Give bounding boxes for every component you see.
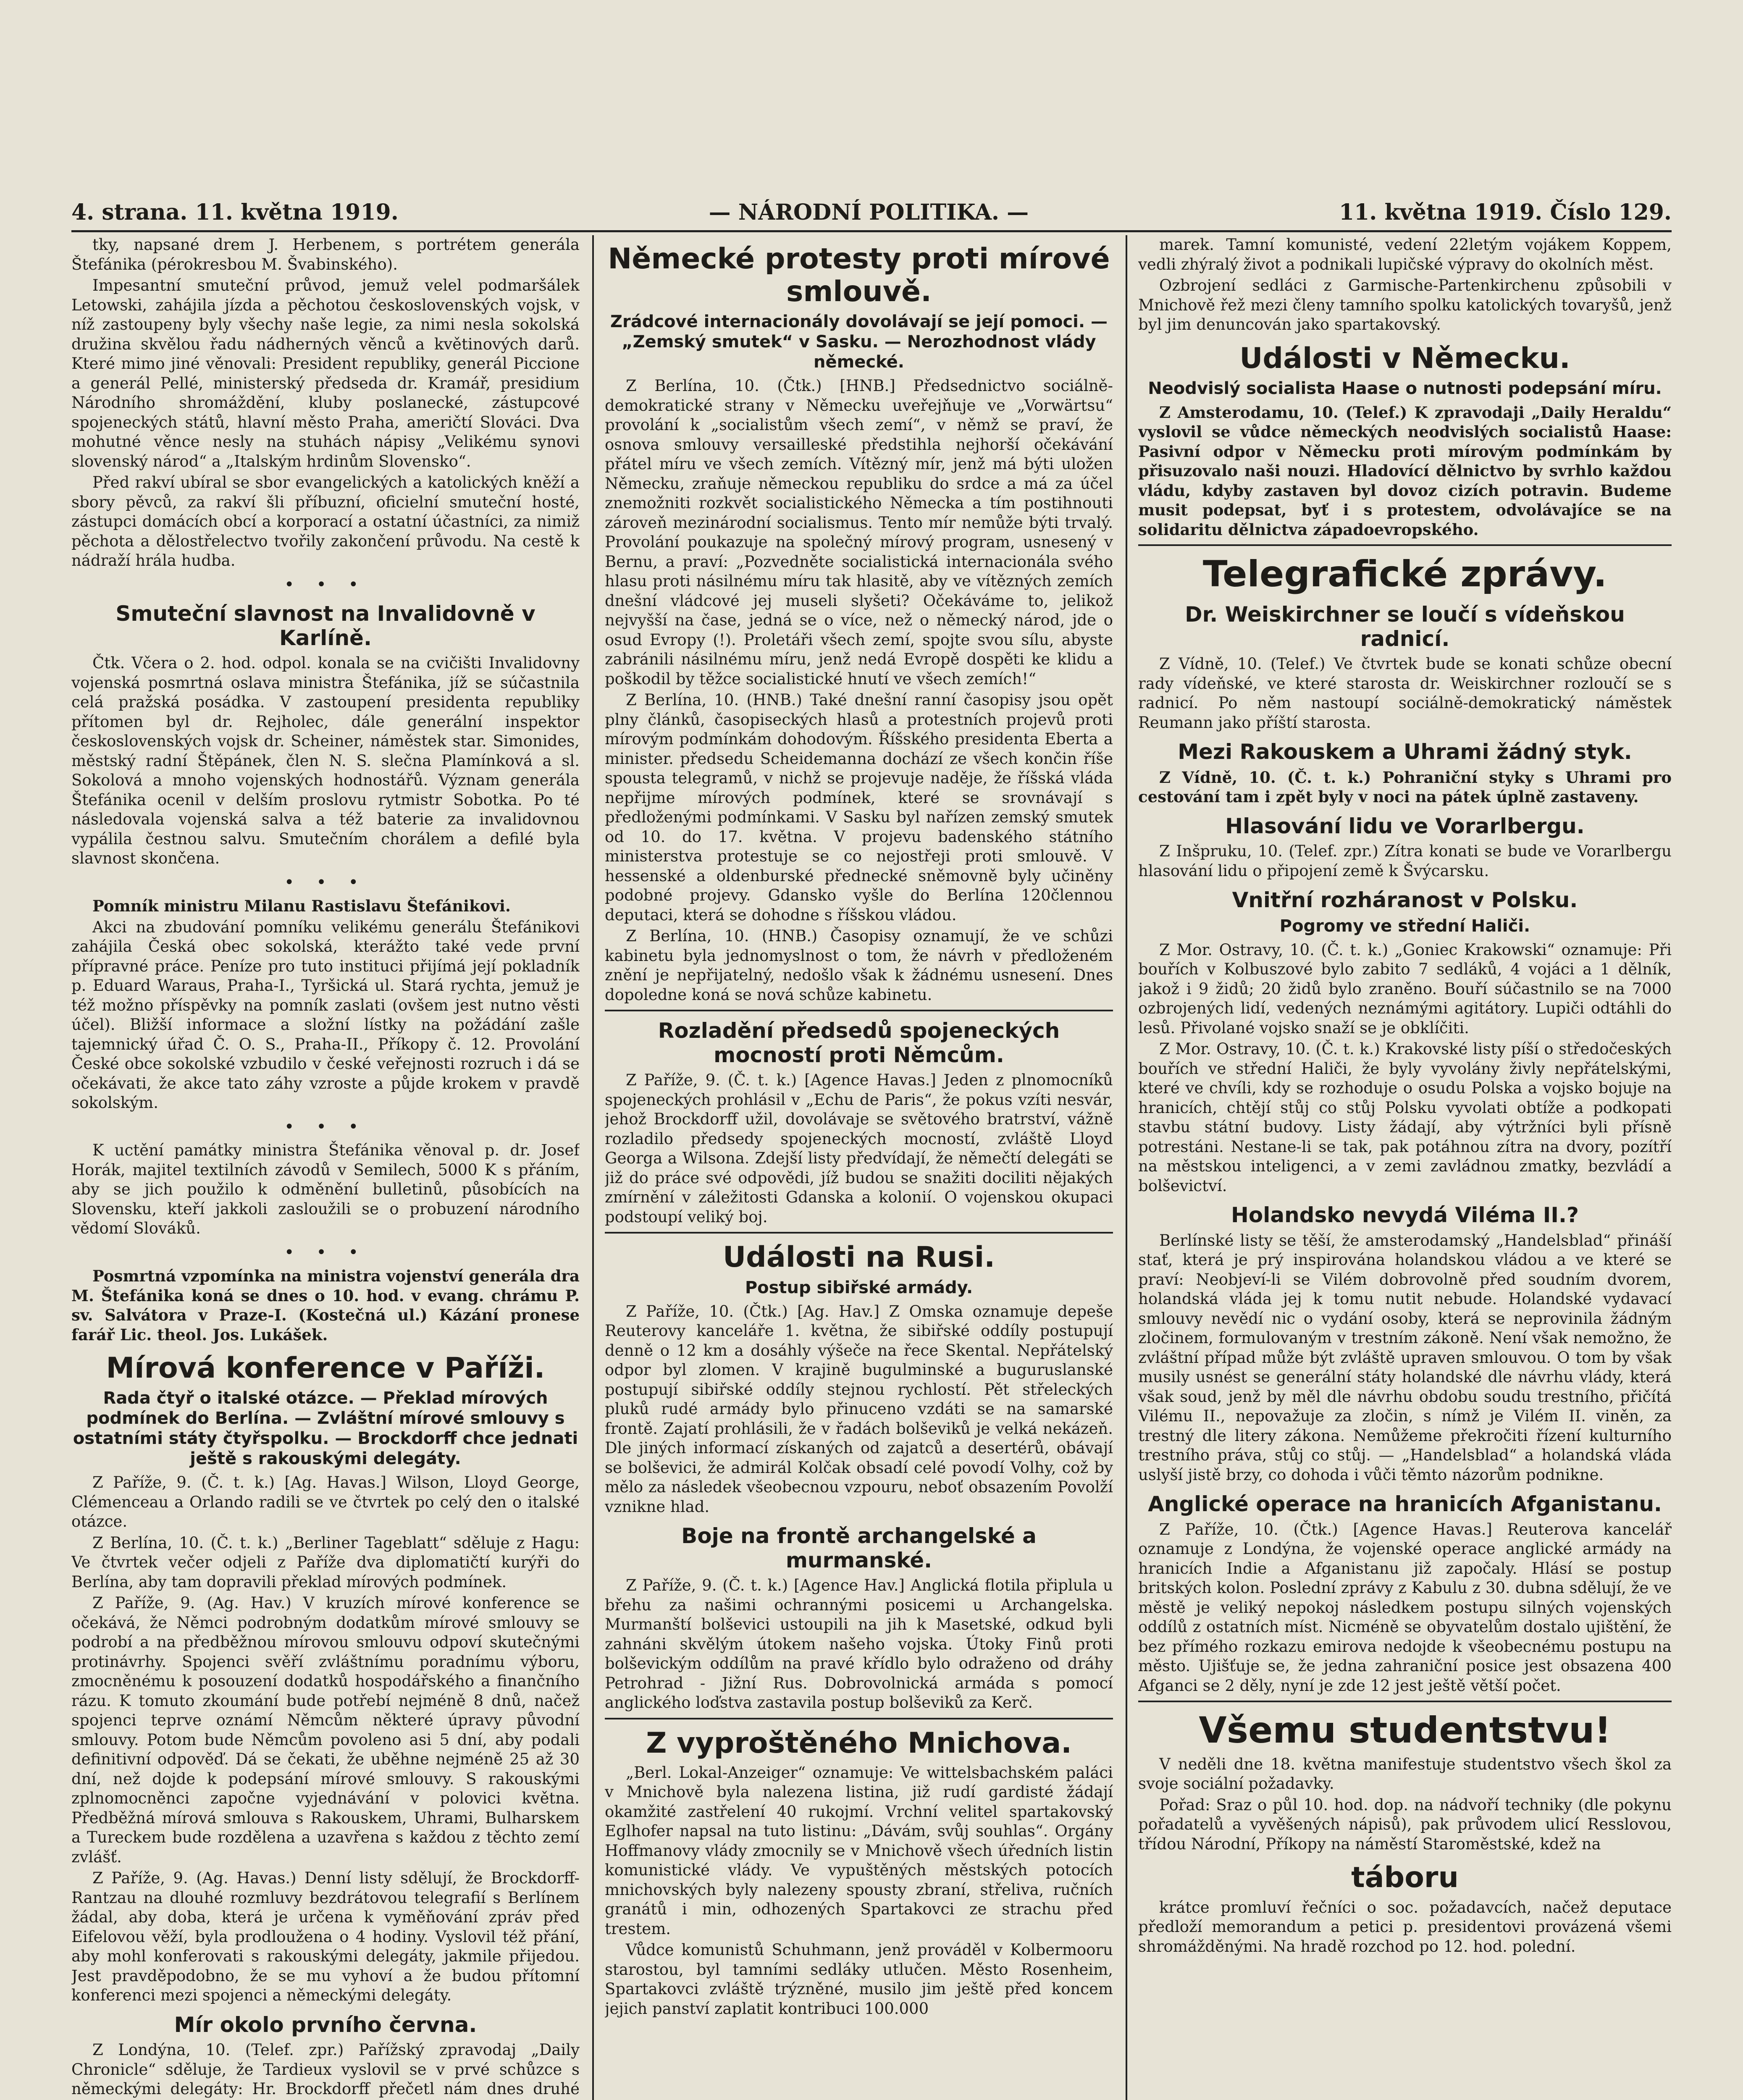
article-paragraph-bold: Pomník ministru Milanu Rastislavu Štefánikovi. — [92, 897, 511, 915]
article-subheadline: Postup sibiřské armády. — [745, 1278, 973, 1297]
section-separator: • • • — [284, 1242, 367, 1262]
article-paragraph: Z Paříže, 10. (Čtk.) [Ag. Hav.] Z Omska oznamuje depeše Reuterovy kanceláře 1. května, že sibiřské oddíly postupují denně o 12 km a dosáhly výšeče na řece Skental. Nepřátelský odpor byl zlomen. V krajině bugulminské a buguruslanské postupují sibiřské oddíly stejnou rychlostí. Pět střeleckých pluků rudé armády bylo přinuceno vzdáti se na samarské frontě. Zajatí prohlásili, že v řadách bolševiků je velká nekázeň. Dle jiných informací získaných od zajatců a desertérů, obávají se bolševici, že admirál Kolčak obsadí celé povodí Volhy, což by mělo za následek všeobecnou vzpouru, neboť obsazením Povolží vznikne hlad. — [605, 1302, 1113, 1516]
header-right: 11. května 1919. Číslo 129. — [1339, 199, 1672, 225]
article-paragraph: Vůdce komunistů Schuhmann, jenž prováděl v Kolbermooru starostou, byl tamními sedláky utlučen. Město Rosenheim, Spartakovci zvláště trýzněné, musilo jim ještě před koncem jejich panství zaplatit kontribuci 100.000 — [605, 1941, 1113, 2018]
column-1 — [71, 235, 580, 2100]
article-rule — [1138, 1701, 1672, 1702]
article-paragraph: Ozbrojení sedláci z Garmische-Partenkirchenu způsobili v Mnichově řež mezi členy tamního spolku katolických tovaryšů, jenž byl jim denuncován jako spartakovský. — [1138, 276, 1672, 333]
article-headline: Hlasování lidu ve Vorarlbergu. — [1225, 814, 1585, 838]
header-center: — NÁRODNÍ POLITIKA. — — [709, 199, 1029, 225]
article-paragraph: krátce promluví řečníci o soc. požadavcích, načež deputace předloží memorandum a petici p. presidentovi provázená všemi shromážděnými. Na hradě rozchod po 12. hod. polední. — [1138, 1898, 1672, 1956]
article-paragraph: K uctění památky ministra Štefánika věnoval p. dr. Josef Horák, majitel textilních závodů v Semilech, 5000 K s přáním, aby se jich použilo k odměnění bulletinů, působících na Slovensku, kteří jakkoli zasloužili se o probuzení národního vědomí Slováků. — [71, 1141, 580, 1237]
article-paragraph: Čtk. Včera o 2. hod. odpol. konala se na cvičišti Invalidovny vojenská posmrtná oslava ministra Štefánika, jíž se súčastnila celá pražská posádka. V zastoupení presidenta republiky přítomen byl dr. Rejholec, dále generální inspektor československých vojsk dr. Scheiner, náměstek star. Simonides, městský radní Štěpánek, člen N. S. slečna Plamínková a sl. Sokolová a mnoho vojenských hodnostářů. Význam generála Štefánika ocenil v delším proslovu rytmistr Sobotka. Po té následovala vojenská salva a též baterie za invalidovnou vypálila čestnou salvu. Smutečním chorálem a defilé byla slavnost skončena. — [71, 654, 580, 867]
article-paragraph: Z Inšpruku, 10. (Telef. zpr.) Zítra konati se bude ve Vorarlbergu hlasování lidu o připojení země k Švýcarsku. — [1138, 842, 1672, 880]
article-headline: Vnitřní rozháranost v Polsku. — [1232, 888, 1578, 913]
article-headline: Mír okolo prvního června. — [174, 2012, 477, 2037]
section-separator: • • • — [284, 575, 367, 594]
article-paragraph: Z Mor. Ostravy, 10. (Č. t. k.) „Goniec Krakowski“ oznamuje: Při bouřích v Kolbuszové bylo zabito 7 sedláků, 4 vojáci a 1 dělník, jakož i 9 židů; 20 židů bylo zraněno. Bouří súčastnilo se na 7000 ozbrojených lidí, vedených neznámými agitátory. Lupiči odtáhli do lesů. Přivolané vojsko snaží se je obklíčiti. — [1138, 940, 1672, 1037]
article-rule — [605, 1010, 1113, 1011]
article-paragraph: Z Paříže, 9. (Ag. Havas.) Denní listy sdělují, že Brockdorff-Rantzau na dlouhé rozmluvy bezdrátovou telegrafií s Berlínem žádal, aby doba, která je určena k vyměňování zpráv před Eifelovou věží, byla prodloužena o 4 hodiny. Vyslovil též přání, aby mohl konferovati s rakouskými delegáty, jakmile přijedou. Jest pravděpodobno, že se mu vyhoví a že budou přítomní konferenci mezi spojenci a německými delegáty. — [71, 1869, 580, 2005]
article-headline: Smuteční slavnost na Invalidovně v Karlíně. — [116, 601, 536, 650]
article-headline: Rozladění předsedů spojeneckých mocností proti Němcům. — [658, 1018, 1060, 1067]
column-2 — [605, 235, 1113, 2100]
article-paragraph-bold: Posmrtná vzpomínka na ministra vojenství generála dra M. Štefánika koná se dnes o 10. hod. v evang. chrámu P. sv. Salvátora v Praze-I. (Kostečná ul.) Kázání pronese farář Lic. theol. Jos. Lukášek. — [71, 1267, 580, 1344]
article-paragraph: Před rakví ubíral se sbor evangelických a katolických kněží a sbory pěvců, za rakví šli příbuzní, oficielní smuteční hosté, zástupci domácích obcí a korporací a ostatní účastníci, za nimiž pěchota a dělostřelectvo tvořily zakončení průvodu. Na cestě k nádraží hrála hudba. — [71, 473, 580, 570]
article-paragraph: V neděli dne 18. května manifestuje studentstvo všech škol za svoje sociální požadavky. — [1138, 1755, 1672, 1793]
article-subheadline: Rada čtyř o italské otázce. — Překlad mírových podmínek do Berlína. — Zvláštní mírové smlouvy s ostatními státy čtyřspolku. — Brockdorff chce jednati ještě s rakouskými delegáty. — [73, 1389, 578, 1469]
article-subheadline: Neodvislý socialista Haase o nutnosti podepsání míru. — [1148, 378, 1662, 398]
article-headline: Z vyproštěného Mnichova. — [646, 1726, 1072, 1760]
article-headline: Dr. Weiskirchner se loučí s vídeňskou radnicí. — [1185, 602, 1625, 651]
article-paragraph: Z Paříže, 9. (Ag. Hav.) V kruzích mírové konference se očekává, že Němci podrobným dodatkům mírové smlouvy se podrobí a na předběžnou mírovou smlouvu odpoví skutečnými protinávrhy. Spojenci svěří zvláštnímu poradnímu výboru, zmocněnému k posouzení dodatků hospodářského a finančního rázu. K tomuto zkoumání bude potřebí nejméně 8 dnů, načež spojenci teprve oznámí Němcům některé úpravy původní smlouvy. Potom bude Němcům povoleno asi 5 dní, aby podali definitivní odpověď. Dá se čekati, že uběhne nejméně 25 až 30 dní, než dojde k podepsání mírové smlouvy. S rakouskými zplnomocněnci započne vyjednávání v polovici května. Předběžná mírová smlouva s Rakouskem, Uhrami, Bulharskem a Tureckem bude rozdělena a uzavřena s každou z těchto zemí zvlášť. — [71, 1594, 580, 1866]
page-header — [71, 197, 1672, 227]
section-separator: • • • — [284, 1117, 367, 1137]
article-subheadline: Zrádcové internacionály dovolávají se její pomoci. — „Zemský smutek“ v Sasku. — Nerozhodnost vlády německé. — [610, 312, 1108, 372]
article-paragraph: tky, napsané drem J. Herbenem, s portrétem generála Štefánika (pérokresbou M. Švabinského). — [71, 236, 580, 273]
header-left: 4. strana. 11. května 1919. — [71, 199, 399, 225]
article-paragraph: Z Paříže, 9. (Č. t. k.) [Ag. Havas.] Wilson, Lloyd George, Clémenceau a Orlando radili se ve čtvrtek po celý den o italské otázce. — [71, 1473, 580, 1531]
article-paragraph: marek. Tamní komunisté, vedení 22letým vojákem Koppem, vedli zhýralý život a podnikali lupičské výpravy do okolních měst. — [1138, 236, 1672, 273]
article-headline: Události v Německu. — [1239, 341, 1570, 375]
article-paragraph: Z Paříže, 9. (Č. t. k.) [Agence Hav.] Anglická flotila připlula u břehu za našimi ochrannými posicemi u Archangelska. Murmanští bolševici ustoupili na jih k Masetské, odkud byli zahnáni skvělým útokem našeho vojska. Útoky Finů proti bolševickým oddílům na pravé křídlo bylo odraženo od dráhy Petrohrad - Jižní Rus. Dobrovolnická armáda s pomocí anglického loďstva zastavila postup bolševiků za Kerč. — [605, 1576, 1113, 1712]
article-headline: táboru — [1351, 1861, 1459, 1895]
article-subheadline: Pogromy ve střední Haliči. — [1279, 916, 1530, 936]
article-paragraph: Z Paříže, 9. (Č. t. k.) [Agence Havas.] Jeden z plnomocníků spojeneckých prohlásil v „Echu de Paris“, že pokus vzíti nesvár, jehož Brockdorff užil, dovolávaje se světového bratrství, vážně rozladilo předsedy spojeneckých mocností, zvláště Lloyd Georga a Wilsona. Zdejší listy předvídají, že němečtí delegáti se již do práce své odpovědi, jíž budou se snažiti dociliti nějakých zmírnění v záležitosti Gdanska a kolonií. O vojenskou okupaci podstoupí veliký boj. — [605, 1071, 1113, 1226]
column-divider — [1126, 235, 1127, 2100]
article-paragraph: Z Berlína, 10. (Č. t. k.) „Berliner Tageblatt“ sděluje z Hagu: Ve čtvrtek večer odjeli z Paříže dva diplomatičtí kurýři do Berlína, aby tam dopravili překlad mírových podmínek. — [71, 1533, 580, 1591]
column-3 — [1138, 235, 1672, 2100]
article-paragraph: Z Vídně, 10. (Telef.) Ve čtvrtek bude se konati schůze obecní rady vídeňské, ve které starosta dr. Weiskirchner rozloučí se s radnicí. Po něm nastoupí sociálně-demokratický náměstek Reumann jako příští starosta. — [1138, 655, 1672, 732]
article-headline: Všemu studentstvu! — [1199, 1709, 1611, 1752]
article-rule — [605, 1718, 1113, 1719]
article-paragraph: Berlínské listy se těší, že amsterodamský „Handelsblad“ přináší stať, která je prý inspirována holandskou vládou a ve které se praví: Neobjeví-li se Vilém dobrovolně před soudním dvorem, holandská vláda jej k tomu nutit nebude. Holandské vydavací smlouvy nevědí nic o vydání osoby, která se neprovinila žádným zločinem, formulovaným v trestním zákoně. Není však nemožno, že zvláštní případ může být zvláště upraven smlouvou. O tom by však musily usnést se generální státy holandské dle návrhu vlády, která však soud, jenž by měl dle návrhu obdobu soudu trestního, přičítá Vilému II., nepovažuje za zločin, s nímž je Vilém II. viněn, za trestný dle litery zákona. Nemůžeme překročiti řízení kulturního trestního práva, stůj co stůj. — „Handelsblad“ a holandská vláda uslyší jistě brzy, co dohoda i vůči těmto názorům podnikne. — [1138, 1231, 1672, 1484]
article-paragraph: „Berl. Lokal-Anzeiger“ oznamuje: Ve wittelsbachském paláci v Mnichově byla nalezena listina, již rudí gardisté žádají okamžité zastřelení 40 rukojmí. Vrchní velitel spartakovský Eglhofer napsal na tuto listinu: „Dávám, svůj souhlas“. Orgány Hoffmanovy vlády zmocnily se v Mnichově všech úředních listin komunistické vlády. Ve vypuštěných městských potocích mnichovských byly nalezeny spousty zbraní, střeliva, ručních granátů i min, odhozených Spartakovci ze strachu před trestem. — [605, 1763, 1113, 1938]
article-headline: Telegrafické zprávy. — [1202, 553, 1607, 596]
article-paragraph: Z Mor. Ostravy, 10. (Č. t. k.) Krakovské listy píší o středočeských bouřích ve střední Haliči, že byly vyvolány živly nepřátelskými, které ve chvíli, kdy se rozhoduje o osudu Polska a vojsko bojuje na hranicích, chtějí stůj co stůj Polsku vyvolati obtíže a podkopati stavbu státní budovy. Listy žádají, aby výtržníci byli přísně potrestáni. Nestane-li se tak, pak potáhnou zítra na dvory, pozítří na městskou inteligenci, a v zemi zavládnou zmatky, bezvládí a bolševictví. — [1138, 1040, 1672, 1195]
article-rule — [605, 1232, 1113, 1234]
article-headline: Boje na frontě archangelské a murmanské. — [681, 1524, 1037, 1572]
article-paragraph: Pořad: Sraz o půl 10. hod. dop. na nádvoří techniky (dle pokynu pořadatelů a vyvěšených nápisů), pak průvodem ulicí Resslovou, třídou Národní, Příkopy na náměstí Staroměstské, kdež na — [1138, 1796, 1672, 1853]
article-headline: Události na Rusi. — [722, 1241, 995, 1274]
article-paragraph: Z Paříže, 10. (Čtk.) [Agence Havas.] Reuterova kancelář oznamuje z Londýna, že vojenské operace anglické armády na hranicích Indie a Afganistanu již započaly. Hlásí se postup britských kolon. Poslední zprávy z Kabulu z 30. dubna sdělují, že ve městě je veliký nepokoj následkem postupu silných vojenských oddílů z ostatních míst. Nicméně se obyvatelům dostalo ujištění, že bez přímého rozkazu emirova nedojde k všeobecnému postupu na město. Ujišťuje se, že jedna zahraniční posice jest obsazena 400 Afganci se 2 děly, nyní je zde 12 jest ještě větší počet. — [1138, 1520, 1672, 1695]
article-paragraph: Akci na zbudování pomníku velikému generálu Štefánikovi zahájila Česká obec sokolská, kterážto také vede první přípravné práce. Peníze pro tuto instituci přijímá její pokladník p. Eduard Waraus, Praha-I., Tyršická ul. Stará rychta, jemuž je též možno příspěvky na pomník zaslati (ovšem jest nutno věsti účel). Bližší informace a složní lístky na požádání zašle tajemnický úřad Č. O. S., Praha-II., Příkopy č. 12. Provolání České obce sokolské vzbudilo v české veřejnosti rozruch i dá se očekávati, že akce tato záhy vzroste a půjde krokem v pravdě sokolským. — [71, 918, 580, 1112]
header-rule — [71, 230, 1672, 232]
article-rule — [1138, 544, 1672, 546]
article-headline: Mezi Rakouskem a Uhrami žádný styk. — [1178, 740, 1632, 764]
column-divider — [592, 235, 594, 2100]
article-paragraph-bold: Z Vídně, 10. (Č. t. k.) Pohraniční styky s Uhrami pro cestování tam i zpět byly v noci na pátek úplně zastaveny. — [1138, 768, 1672, 806]
article-paragraph-bold: Z Amsterodamu, 10. (Telef.) K zpravodaji „Daily Heraldu“ vyslovil se vůdce německých neodvislých socialistů Haase: Pasivní odpor v Německu proti mírovým podmínkám by přisuzovalo naši nouzi. Hladovící dělnictvo by svrhlo každou vládu, kdyby zastaven byl dovoz cizích potravin. Budeme musit podepsat, byť i s protestem, odvolávajíce se na solidaritu dělnictva západoevropského. — [1138, 403, 1672, 539]
article-headline: Německé protesty proti mírové smlouvě. — [608, 242, 1110, 309]
section-separator: • • • — [284, 872, 367, 892]
article-paragraph: Impesantní smuteční průvod, jemuž velel podmaršálek Letowski, zahájila jízda a pěchotou československých vojsk, v níž zastoupeny byly všechy naše legie, za nimi nesla sokolská družina skvělou řadu nádherných věnců a květinových darů. Které mimo jiné věnovali: President republiky, generál Piccione a generál Pellé, ministerský předseda dr. Kramář, presidium Národního shromáždění, kluby poslanecké, zástupcové spojeneckých států, hlavní město Praha, američtí Slováci. Dva mohutné věnce nesly na stuhách nápisy „Velikému synovi slovenský národ“ a „Italským hrdinům Slovensko“. — [71, 276, 580, 470]
article-headline: Anglické operace na hranicích Afganistanu. — [1148, 1492, 1662, 1517]
article-paragraph: Z Berlína, 10. (HNB.) Také dnešní ranní časopisy jsou opět plny článků, časopiseckých hlasů a protestních projevů proti mírovým podmínkám dohodovým. Říšského presidenta Eberta a minister. předsedu Scheidemanna dochází ze všech končin říše spousta telegramů, v nichž se projevuje naděje, že říšská vláda nepřijme mírových podmínek, které se srovnávají s předloženými podmínkami. V Sasku byl nařízen zemský smutek od 10. do 17. května. V projevu badenského státního ministerstva protestuje se co nejostřeji proti smlouvě. V hessenské a oldenburské přednecké sněmovně byly učiněny podobné projevy. Gdansko vyšle do Berlína 120člennou deputaci, která se dohodne s říšskou vládou. — [605, 691, 1113, 924]
article-paragraph: Z Londýna, 10. (Telef. zpr.) Pařížský zpravodaj „Daily Chronicle“ sděluje, že Tardieux vyslovil se v prvé schůzce s německými delegáty: Hr. Brockdorff přečetl nám dnes druhé — [71, 2041, 580, 2098]
article-headline: Mírová konference v Paříži. — [106, 1352, 545, 1385]
article-paragraph: Z Berlína, 10. (Čtk.) [HNB.] Předsednictvo sociálně-demokratické strany v Německu uveřejňuje ve „Vorwärtsu“ provolání k „socialistům všech zemí“, v němž se praví, že osnova smlouvy versailleské předstihla nejhorší očekávání přátel míru ve všech zemích. Vítězný mír, jenž má býti uložen Německu, zraňuje německou republiku do srdce a má za účel znemožniti rozkvět socialistického Německa a tím postihnouti zároveň mezinárodní socialismus. Tento mír nemůže býti trvalý. Provolání poukazuje na společný mírový program, usnesený v Bernu, a praví: „Pozvedněte socialistická internacionála svého hlasu proti násilnému míru tak hlasitě, aby ve vítězných zemích dnešní vládcové jej museli slyšeti? Očekáváme to, jelikož nejvyšší na čase, jedná se o více, než o německý národ, jde o osud Evropy (!). Proletáři všech zemí, spojte svou sílu, abyste zabránili násilnému míru, jenž nedá Evropě dospěti ke klidu a poškodil by těžce socialistické hnutí ve všech zemích!“ — [605, 377, 1113, 688]
article-headline: Holandsko nevydá Viléma II.? — [1231, 1203, 1579, 1228]
article-paragraph: Z Berlína, 10. (HNB.) Časopisy oznamují, že ve schůzi kabinetu byla jednomyslnost o tom, že návrh v předloženém znění je nepřijatelný, nedošlo však k žádnému usnesení. Dnes dopoledne koná se nová schůze kabinetu. — [605, 927, 1113, 1004]
